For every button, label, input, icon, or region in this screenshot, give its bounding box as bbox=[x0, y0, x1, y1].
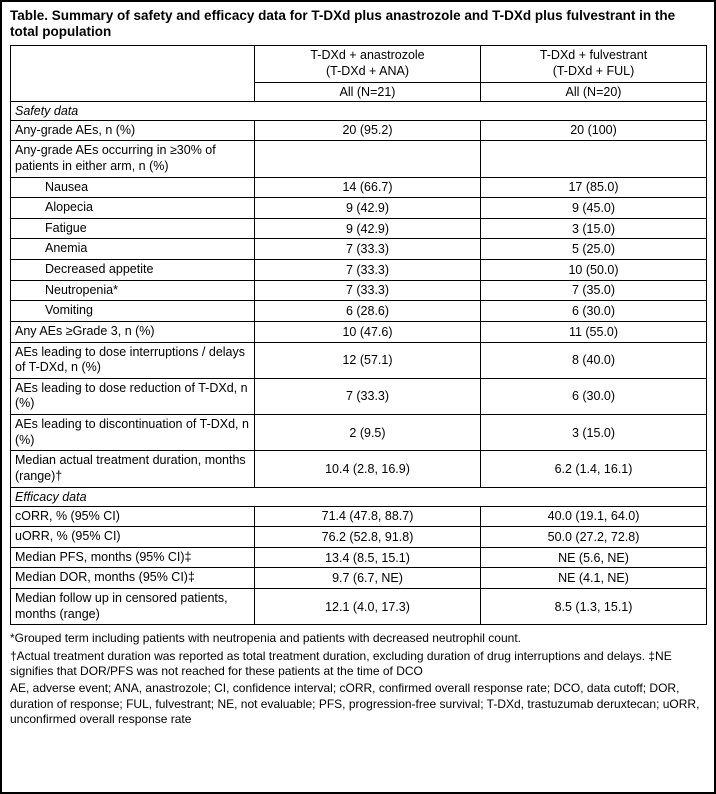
page-title: Table. Summary of safety and efficacy data for T-DXd plus anastrozole and T-DXd plus fulvestrant in the total population bbox=[10, 8, 676, 40]
row-value-ana: 7 (33.3) bbox=[255, 378, 481, 414]
table-row bbox=[11, 342, 707, 378]
row-label: Median actual treatment duration, months (range)† bbox=[11, 451, 255, 487]
row-value-ana: 13.4 (8.5, 15.1) bbox=[255, 547, 481, 568]
group-2-line-1: T-DXd + fulvestrant bbox=[539, 48, 648, 63]
group-1-line-1: T-DXd + anastrozole bbox=[310, 48, 425, 63]
footnote-2: †Actual treatment duration was reported as total treatment duration, excluding duration of drug interruptions and delays. ‡NE signifies that DOR/PFS was not reached for these patients at the time of DCO bbox=[10, 648, 672, 678]
row-value-ful: 3 (15.0) bbox=[481, 218, 707, 239]
table-row bbox=[11, 415, 707, 451]
column-subheader-group-2: All (N=20) bbox=[481, 82, 707, 101]
row-label: Any-grade AEs, n (%) bbox=[11, 120, 255, 141]
column-header-group-1 bbox=[255, 46, 481, 82]
section-header-row bbox=[11, 101, 707, 120]
row-value-ful: 7 (35.0) bbox=[481, 280, 707, 301]
row-label: Decreased appetite bbox=[11, 260, 255, 281]
footnotes bbox=[10, 631, 706, 729]
row-value-ful: 3 (15.0) bbox=[481, 415, 707, 451]
row-value-ana: 10 (47.6) bbox=[255, 321, 481, 342]
row-value-ful: NE (5.6, NE) bbox=[481, 547, 707, 568]
row-value-ana: 20 (95.2) bbox=[255, 120, 481, 141]
table-row bbox=[11, 198, 707, 219]
column-subheader-group-1: All (N=21) bbox=[255, 82, 481, 101]
row-label: Neutropenia* bbox=[11, 280, 255, 301]
row-label: Anemia bbox=[11, 239, 255, 260]
row-value-ful: 6 (30.0) bbox=[481, 378, 707, 414]
row-value-ana: 76.2 (52.8, 91.8) bbox=[255, 527, 481, 548]
row-value-ana: 71.4 (47.8, 88.7) bbox=[255, 506, 481, 527]
row-value-ana: 10.4 (2.8, 16.9) bbox=[255, 451, 481, 487]
row-label: Median DOR, months (95% CI)‡ bbox=[11, 568, 255, 589]
row-value-ful: 10 (50.0) bbox=[481, 260, 707, 281]
footnote-1: *Grouped term including patients with neutropenia and patients with decreased neutrophil count. bbox=[10, 631, 521, 646]
row-value-ana: 2 (9.5) bbox=[255, 415, 481, 451]
row-value-ana: 7 (33.3) bbox=[255, 260, 481, 281]
row-label: Median follow up in censored patients, months (range) bbox=[11, 589, 255, 625]
row-value-ana: 12.1 (4.0, 17.3) bbox=[255, 589, 481, 625]
table-row bbox=[11, 527, 707, 548]
table-row bbox=[11, 218, 707, 239]
row-label: AEs leading to dose interruptions / delays of T-DXd, n (%) bbox=[11, 342, 255, 378]
row-label: Vomiting bbox=[11, 301, 255, 322]
row-value-ana: 7 (33.3) bbox=[255, 280, 481, 301]
row-value-ana: 7 (33.3) bbox=[255, 239, 481, 260]
table-row bbox=[11, 141, 707, 177]
table-row bbox=[11, 301, 707, 322]
row-label: uORR, % (95% CI) bbox=[11, 527, 255, 548]
table-row bbox=[11, 177, 707, 198]
row-value-ana: 14 (66.7) bbox=[255, 177, 481, 198]
section-title-efficacy: Efficacy data bbox=[11, 487, 707, 506]
table-row bbox=[11, 120, 707, 141]
section-header-row bbox=[11, 487, 707, 506]
table-row bbox=[11, 547, 707, 568]
group-1-line-2: (T-DXd + ANA) bbox=[325, 64, 409, 78]
row-value-ful: NE (4.1, NE) bbox=[481, 568, 707, 589]
table-row bbox=[11, 378, 707, 414]
row-value-ana bbox=[255, 141, 481, 177]
table-row bbox=[11, 589, 707, 625]
row-label: AEs leading to dose reduction of T-DXd, n (%) bbox=[11, 378, 255, 414]
row-value-ful: 9 (45.0) bbox=[481, 198, 707, 219]
table-row bbox=[11, 239, 707, 260]
table-row bbox=[11, 260, 707, 281]
row-label: Any AEs ≥Grade 3, n (%) bbox=[11, 321, 255, 342]
table-row bbox=[11, 280, 707, 301]
table-row bbox=[11, 506, 707, 527]
table-header bbox=[11, 46, 707, 101]
group-2-line-2: (T-DXd + FUL) bbox=[552, 64, 635, 78]
row-label: Alopecia bbox=[11, 198, 255, 219]
row-value-ana: 9 (42.9) bbox=[255, 218, 481, 239]
row-value-ful: 20 (100) bbox=[481, 120, 707, 141]
abbreviations: AE, adverse event; ANA, anastrozole; CI, confidence interval; cORR, confirmed overall response rate; DCO, data cutoff; DOR, duration of response; FUL, fulvestrant; NE, not evaluable; PFS, progression-free survival; T-DXd, trastuzumab deruxtecan; uORR, unconfirmed overall response rate bbox=[10, 681, 700, 727]
table-row bbox=[11, 451, 707, 487]
row-label: Any-grade AEs occurring in ≥30% of patients in either arm, n (%) bbox=[11, 141, 255, 177]
row-label: cORR, % (95% CI) bbox=[11, 506, 255, 527]
section-title-safety: Safety data bbox=[11, 101, 707, 120]
row-label: Fatigue bbox=[11, 218, 255, 239]
row-label: AEs leading to discontinuation of T-DXd, n (%) bbox=[11, 415, 255, 451]
table-row bbox=[11, 321, 707, 342]
row-value-ana: 6 (28.6) bbox=[255, 301, 481, 322]
row-value-ana: 9.7 (6.7, NE) bbox=[255, 568, 481, 589]
column-header-group-2 bbox=[481, 46, 707, 82]
row-value-ful: 8.5 (1.3, 15.1) bbox=[481, 589, 707, 625]
row-value-ful: 40.0 (19.1, 64.0) bbox=[481, 506, 707, 527]
row-value-ana: 9 (42.9) bbox=[255, 198, 481, 219]
row-value-ful: 11 (55.0) bbox=[481, 321, 707, 342]
safety-efficacy-table bbox=[10, 45, 707, 625]
header-corner-blank bbox=[11, 46, 255, 101]
row-value-ful: 8 (40.0) bbox=[481, 342, 707, 378]
row-label: Median PFS, months (95% CI)‡ bbox=[11, 547, 255, 568]
row-label: Nausea bbox=[11, 177, 255, 198]
table-row bbox=[11, 568, 707, 589]
row-value-ana: 12 (57.1) bbox=[255, 342, 481, 378]
table-body bbox=[11, 101, 707, 625]
row-value-ful bbox=[481, 141, 707, 177]
row-value-ful: 6 (30.0) bbox=[481, 301, 707, 322]
row-value-ful: 5 (25.0) bbox=[481, 239, 707, 260]
table-header-row-groups bbox=[11, 46, 707, 82]
row-value-ful: 50.0 (27.2, 72.8) bbox=[481, 527, 707, 548]
row-value-ful: 17 (85.0) bbox=[481, 177, 707, 198]
row-value-ful: 6.2 (1.4, 16.1) bbox=[481, 451, 707, 487]
